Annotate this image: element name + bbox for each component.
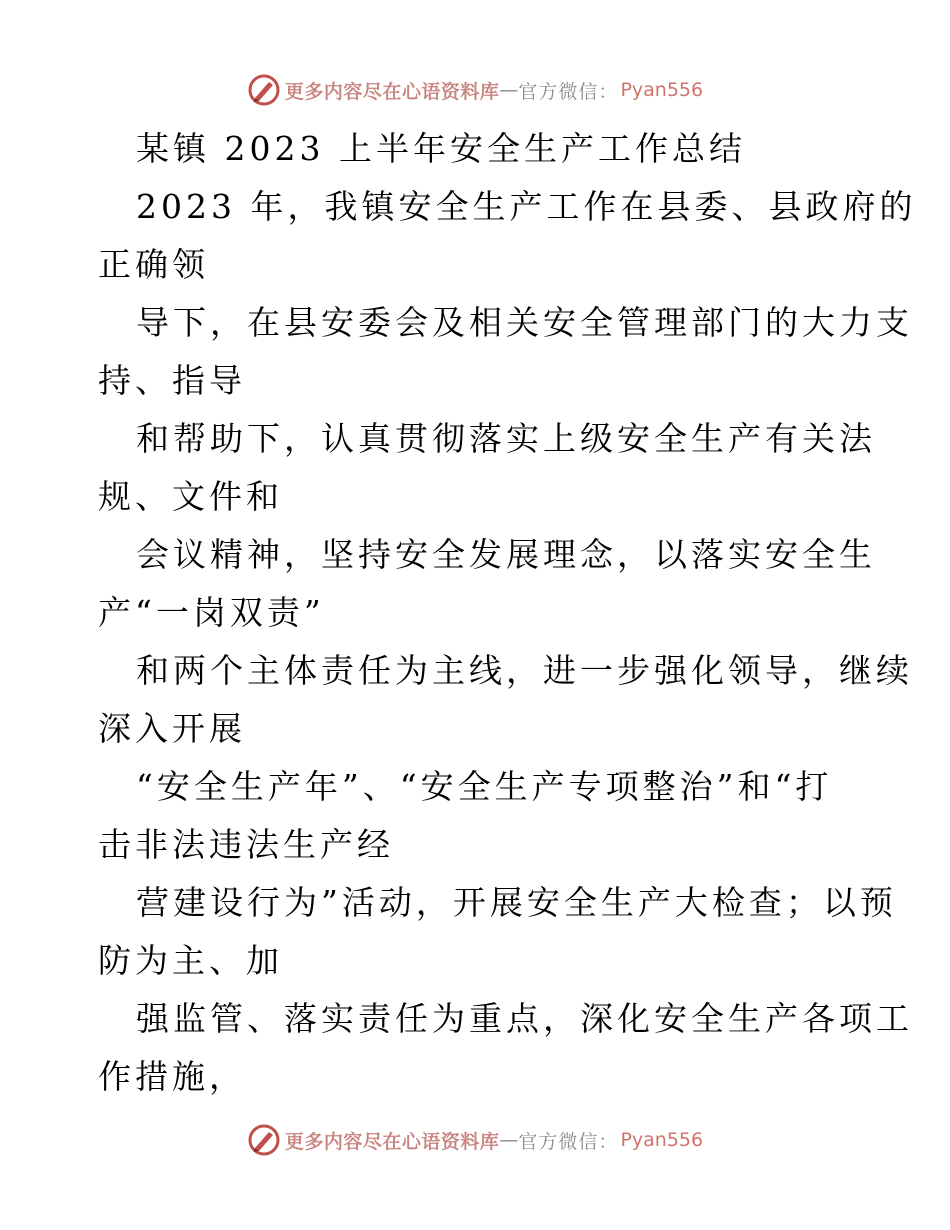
text-line: 会议精神，坚持安全发展理念，以落实安全生 — [136, 535, 876, 574]
document-body — [98, 120, 917, 1106]
banner-wechat-label: 官方微信： — [518, 80, 619, 103]
text-line: 正确领 — [98, 245, 209, 284]
text-line: 防为主、加 — [98, 941, 283, 980]
document-title: 某镇 2023 上半年安全生产工作总结 — [136, 129, 746, 168]
banner-wechat-id: Pyan556 — [620, 1129, 704, 1151]
text-line: 击非法违法生产经 — [98, 825, 394, 864]
text-line: 持、指导 — [98, 361, 246, 400]
text-line: 规、文件和 — [98, 477, 283, 516]
text-line: 和帮助下，认真贯彻落实上级安全生产有关法 — [136, 419, 876, 458]
banner-main-text: 更多内容尽在心语资料库 — [284, 80, 500, 103]
text-line: 营建设行为”活动，开展安全生产大检查；以预 — [136, 883, 897, 922]
text-line: 强监管、落实责任为重点，深化安全生产各项工 — [136, 999, 913, 1038]
pen-circle-logo-icon — [247, 73, 281, 107]
footer-watermark-banner — [0, 1120, 950, 1160]
header-watermark-banner — [0, 70, 950, 110]
banner-separator: — — [499, 1129, 519, 1151]
text-line: 导下，在县安委会及相关安全管理部门的大力支 — [136, 303, 913, 342]
text-line: 和两个主体责任为主线，进一步强化领导，继续 — [136, 651, 913, 690]
pen-circle-logo-icon — [247, 1123, 281, 1157]
text-line: 深入开展 — [98, 709, 246, 748]
text-line: 作措施， — [98, 1057, 246, 1096]
banner-main-text: 更多内容尽在心语资料库 — [284, 1130, 500, 1153]
text-line: “安全生产年”、“安全生产专项整治”和“打 — [136, 767, 833, 806]
text-line: 产“一岗双责” — [98, 593, 325, 632]
banner-wechat-id: Pyan556 — [620, 79, 704, 101]
banner-separator: — — [499, 79, 519, 101]
text-line: 2023 年，我镇安全生产工作在县委、县政府的 — [136, 187, 917, 226]
banner-wechat-label: 官方微信： — [518, 1130, 619, 1153]
